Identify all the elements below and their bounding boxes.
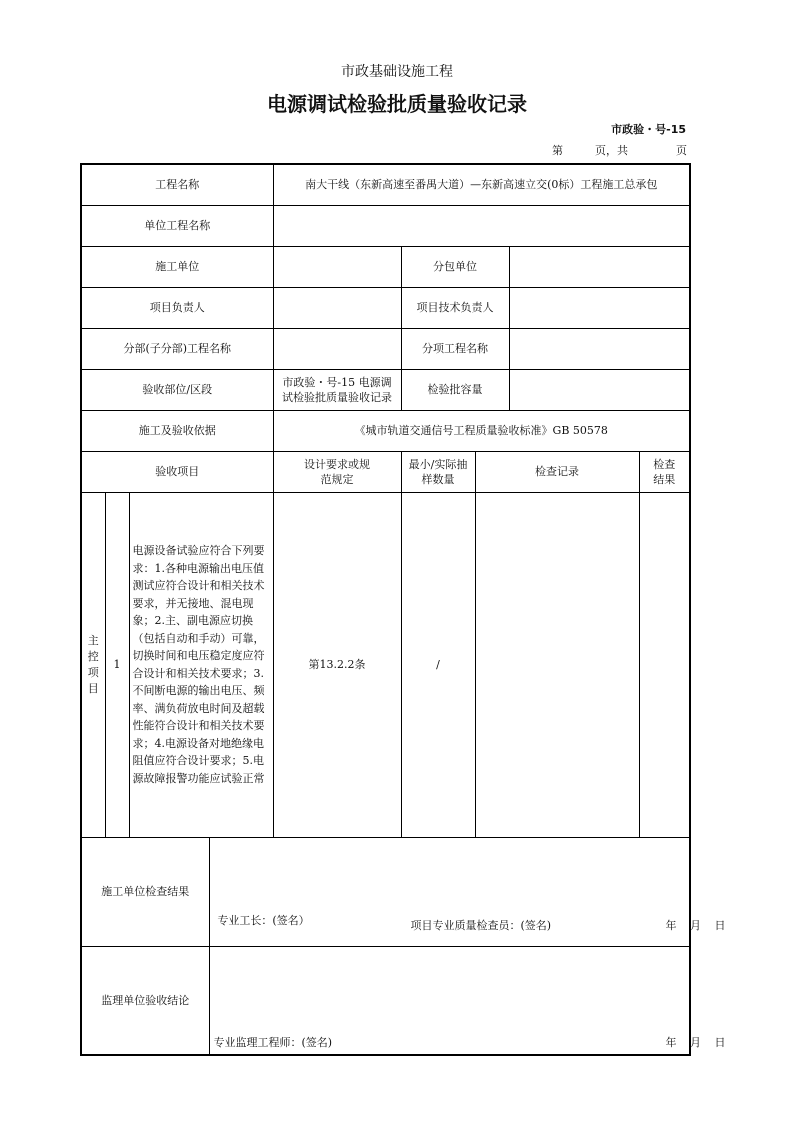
subcontractor-label: 分包单位	[401, 246, 509, 287]
capacity-value[interactable]	[509, 369, 690, 410]
unit-project-label: 单位工程名称	[81, 205, 273, 246]
col-header-design: 设计要求或规范规定	[273, 451, 401, 492]
item-description: 电源设备试验应符合下列要求：1.各种电源输出电压值测试应符合设计和相关技术要求，并无接地、混电现象；2.主、副电源应切换（包括自动和手动）可靠，切换时间和电压稳定度应符合设计和相关技术要求；3.不间断电源的输出电压、频率、满负荷放电时间及超载性能符合设计和相关技术要求；4.电源设备对地绝缘电阻值应符合设计要求；5.电源故障报警功能应试验正常	[129, 492, 273, 837]
contractor-label: 施工单位	[81, 246, 273, 287]
tech-lead-label: 项目技术负责人	[401, 287, 509, 328]
supervision-date: 年 月 日	[665, 1035, 726, 1049]
item-sample: /	[401, 492, 475, 837]
col-header-item: 验收项目	[81, 451, 273, 492]
project-name-value[interactable]: 南大干线（东新高速至番禺大道）—东新高速立交(0标）工程施工总承包	[273, 164, 690, 205]
tech-lead-value[interactable]	[509, 287, 690, 328]
page-ye-gong: 页，共	[595, 144, 628, 157]
basis-value[interactable]: 《城市轨道交通信号工程质量验收标准》GB 50578	[273, 410, 690, 451]
subitem-value[interactable]	[509, 328, 690, 369]
basis-label: 施工及验收依据	[81, 410, 273, 451]
construction-date: 年 月 日	[665, 918, 726, 932]
table-row	[81, 492, 690, 837]
pm-value[interactable]	[273, 287, 401, 328]
contractor-value[interactable]	[273, 246, 401, 287]
unit-project-value[interactable]	[273, 205, 690, 246]
division-label: 分部(子分部)工程名称	[81, 328, 273, 369]
supervision-label: 监理单位验收结论	[81, 946, 209, 1055]
form-code: 市政验・号-15	[611, 123, 686, 136]
supervisor-signature: 专业监理工程师：(签名)	[213, 1035, 333, 1049]
item-design-clause: 第13.2.2条	[273, 492, 401, 837]
page-title: 电源调试检验批质量验收记录	[267, 92, 527, 116]
part-label: 验收部位/区段	[81, 369, 273, 410]
page-di: 第	[552, 144, 563, 157]
foreman-signature: 专业工长：(签名）	[217, 913, 310, 927]
subcontractor-value[interactable]	[509, 246, 690, 287]
main-control-category: 主控项目	[81, 492, 105, 837]
inspector-signature: 项目专业质量检查员：(签名)	[410, 918, 552, 932]
construction-check-area[interactable]	[209, 837, 726, 946]
item-no: 1	[105, 492, 129, 837]
col-header-record: 检查记录	[475, 451, 639, 492]
part-value[interactable]: 市政验・号-15 电源调试检验批质量验收记录	[273, 369, 401, 410]
supervision-area[interactable]	[209, 946, 726, 1055]
project-name-label: 工程名称	[81, 164, 273, 205]
inspection-table	[80, 163, 726, 1056]
pm-label: 项目负责人	[81, 287, 273, 328]
construction-check-label: 施工单位检查结果	[81, 837, 209, 946]
page-ye: 页	[676, 144, 687, 157]
col-header-sample: 最小/实际抽样数量	[401, 451, 475, 492]
item-record[interactable]	[475, 492, 639, 837]
capacity-label: 检验批容量	[401, 369, 509, 410]
item-result[interactable]	[639, 492, 690, 837]
org-header: 市政基础设施工程	[341, 64, 453, 80]
col-header-result: 检查结果	[639, 451, 690, 492]
subitem-label: 分项工程名称	[401, 328, 509, 369]
division-value[interactable]	[273, 328, 401, 369]
